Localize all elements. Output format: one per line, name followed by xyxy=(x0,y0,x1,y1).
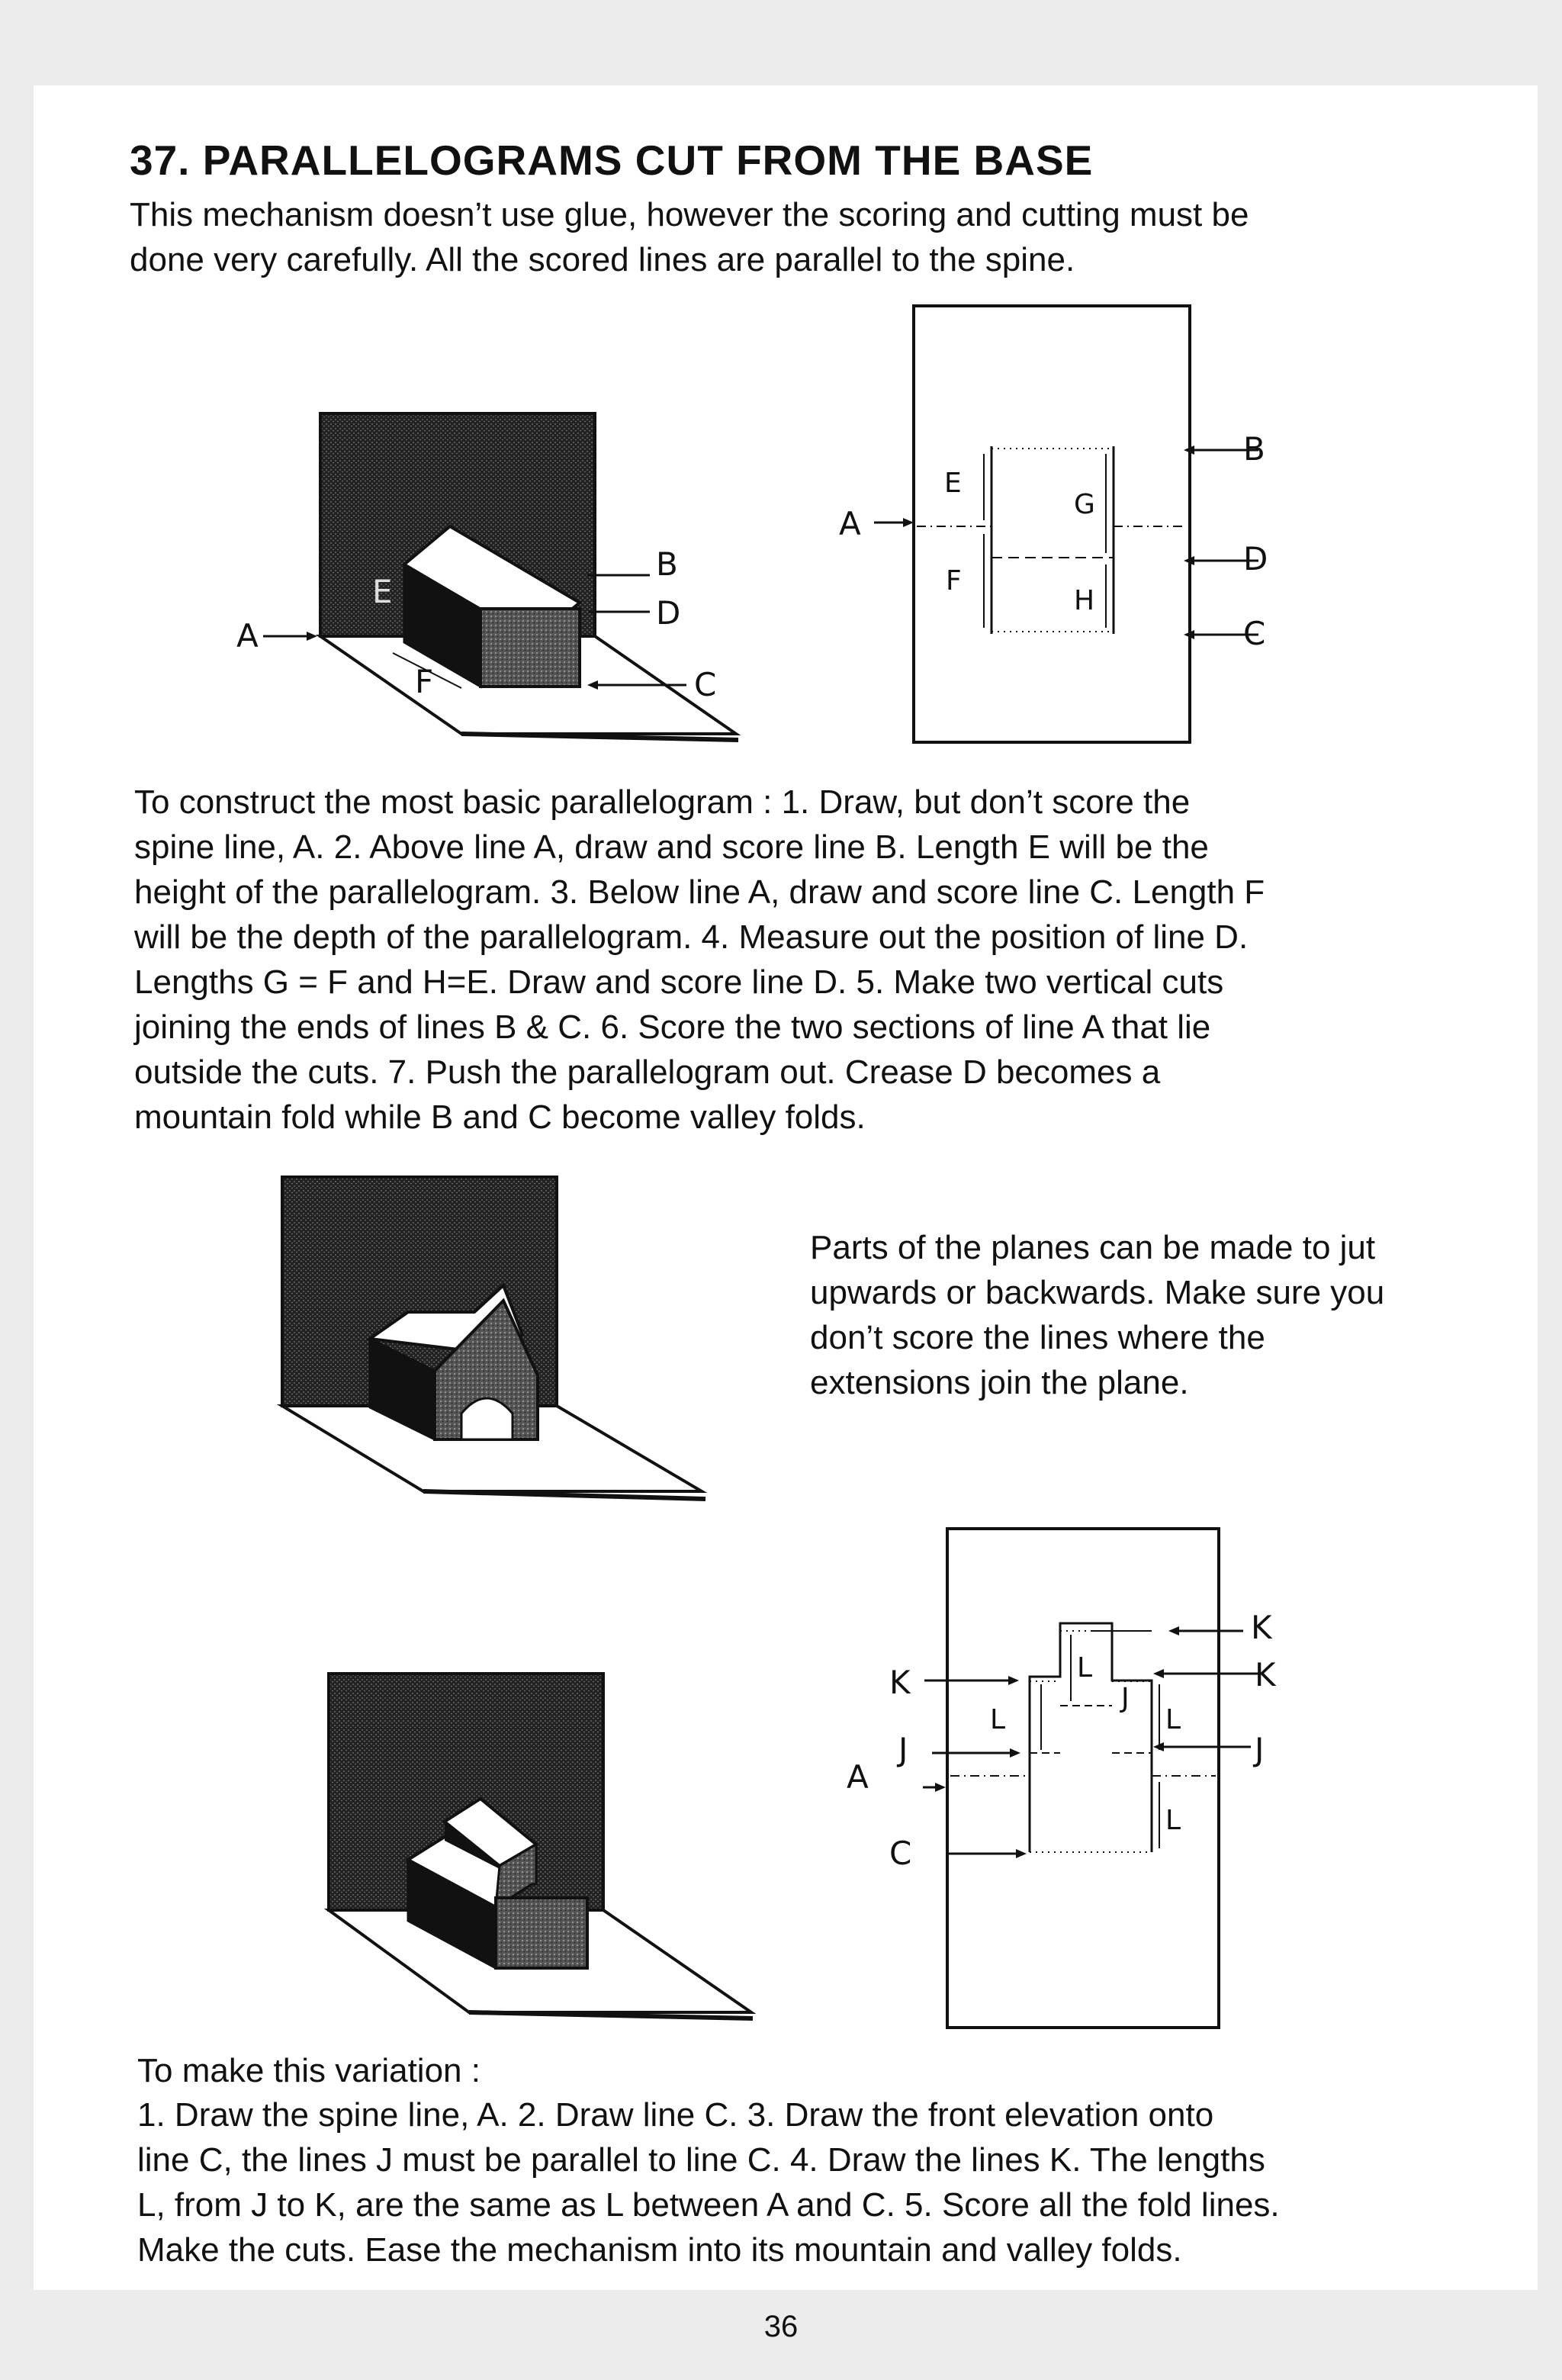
intro-paragraph: This mechanism doesn’t use glue, however the scoring and cutting must be done very carefully. All the scored lines are parallel to the spine. xyxy=(130,196,1249,278)
fig5-label-l3: L xyxy=(1165,1704,1181,1735)
stepped-plan-figure xyxy=(839,1524,1312,2035)
fig1-label-c: C xyxy=(694,666,717,703)
fig5-label-k-right: K xyxy=(1255,1656,1276,1693)
fig1-label-b: B xyxy=(656,545,678,583)
page-number: 36 xyxy=(763,2310,799,2343)
stepped-popup-figure xyxy=(324,1669,767,2035)
fig5-label-k-left: K xyxy=(889,1664,911,1701)
fig2-label-d: D xyxy=(1243,540,1268,577)
fig5-label-l4: L xyxy=(1165,1805,1181,1836)
fig5-label-c: C xyxy=(889,1835,912,1872)
fig5-label-l2: L xyxy=(990,1704,1006,1735)
tower-popup-figure xyxy=(275,1171,717,1507)
fig2-label-g: G xyxy=(1074,489,1095,520)
fig2-label-a: A xyxy=(839,505,861,542)
parallelogram-plan-figure xyxy=(831,301,1304,751)
fig5-label-k-top: K xyxy=(1251,1609,1272,1646)
fig5-label-l1: L xyxy=(1077,1652,1093,1684)
fig1-label-d: D xyxy=(656,594,681,632)
fig1-label-e: E xyxy=(372,573,393,610)
fig2-label-f: F xyxy=(946,565,962,597)
variation-steps: 1. Draw the spine line, A. 2. Draw line C. 3. Draw the front elevation onto line C, the lines J must be parallel to line C. 4. Draw the lines K. The lengths L, from J to K, are the same as L between A and C. 5. Score all the fold lines. Make the cuts. Ease the mechanism into its mountain and valley folds. xyxy=(137,2096,1280,2269)
fig5-label-j-left: J xyxy=(898,1731,908,1768)
extensions-note: Parts of the planes can be made to jut upwards or backwards. Make sure you don’t score the lines where the extensions join the plane. xyxy=(810,1229,1385,1401)
fig5-label-j-right: J xyxy=(1255,1731,1265,1768)
fig2-label-h: H xyxy=(1074,585,1095,616)
fig1-label-a: A xyxy=(236,617,259,654)
variation-heading: To make this variation : xyxy=(137,2052,480,2089)
fig5-label-j-center: J xyxy=(1121,1683,1130,1714)
fig2-label-c: C xyxy=(1243,615,1266,652)
fig1-label-f: F xyxy=(415,663,434,700)
fig5-label-a: A xyxy=(847,1758,869,1796)
page-title: 37. PARALLELOGRAMS CUT FROM THE BASE xyxy=(130,137,1094,184)
fig2-label-e: E xyxy=(944,468,962,499)
fig2-label-b: B xyxy=(1243,430,1265,468)
construction-steps: To construct the most basic parallelogram : 1. Draw, but don’t score the spine line, A. 2. Above line A, draw and score line B. Length E will be the height of the parallelogram. 3. Below line A, draw and score line C. Length F will be the depth of the parallelogram. 4. Measure out the position of line D. Lengths G = F and H=E. Draw and score line D. 5. Make two vertical cuts joining the ends of lines B & C. 6. Score the two sections of line A that lie outside the cuts. 7. Push the parallelogram out. Crease D becomes a mountain fold while B and C become valley folds. xyxy=(134,783,1265,1136)
parallelogram-3d-figure xyxy=(229,404,763,755)
